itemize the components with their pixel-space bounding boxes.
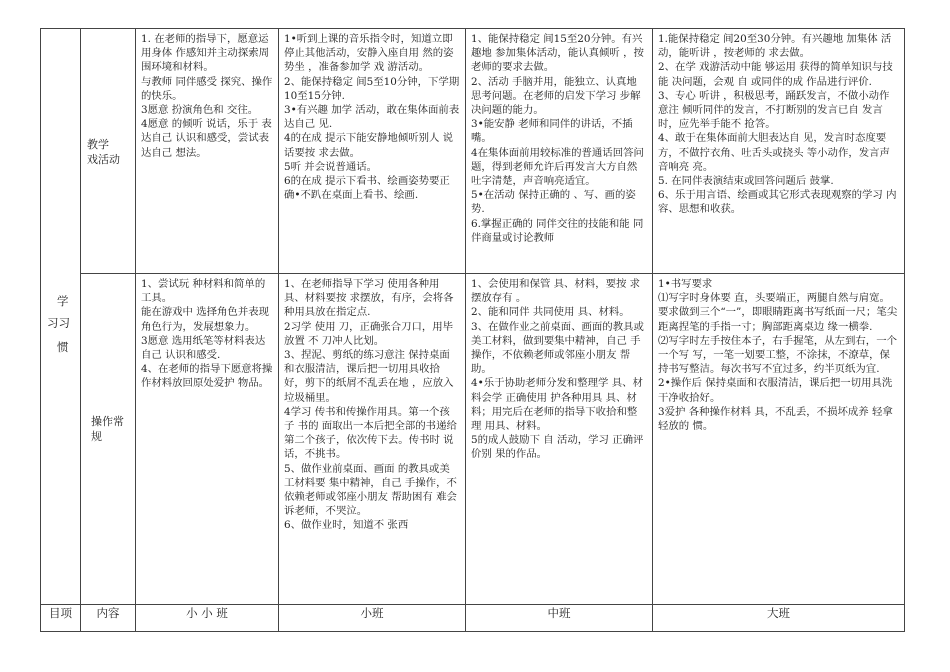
xiaoxiao-cell bbox=[136, 274, 279, 605]
list-item: 1•听到上课的音乐指令时，知道立即停止其他活动，安静入座自用 然的姿势坐 ，准备参加学 戏 游活动。 bbox=[284, 33, 454, 74]
list-item: 2、能保持稳定 间5至10分钟，下学期10至15分钟. bbox=[284, 75, 460, 102]
list-item: 4•乐于协助老师分发和整理学 具、材料会学 正确使用 护各种用具 具、材料；用完后在老师的指导下收拾和整理 用具、材料。 bbox=[471, 377, 643, 433]
list-item: 2习学 使用 刀，正确张合刀口，用毕放置 不 刀冲人比划。 bbox=[284, 320, 454, 347]
row-name: 教学 戏活动 bbox=[87, 138, 120, 166]
list-item: 3、专心 听讲 ，积极思考，踊跃发言，不做小动作意注 倾听同伴的发言，不打断别的发言已自 发言时，应先举手能不 抢答。 bbox=[658, 89, 890, 131]
list-item: 4学习 传书和传操作用具。第一个孩子 书的 面取出一本后把全部的书递给第二个孩子，依次传下去。传书时 说话，不挑书。 bbox=[284, 405, 457, 461]
table-row bbox=[41, 29, 905, 274]
row-name-cell bbox=[81, 274, 136, 605]
side-label-2: 习习 bbox=[47, 316, 70, 330]
row-name: 操作常 规 bbox=[91, 415, 124, 443]
list-item: 3愿意 选用纸笔等材料表达自己 认识和感受. bbox=[141, 334, 266, 362]
da-cell bbox=[653, 29, 905, 274]
curriculum-table bbox=[40, 28, 905, 632]
header-content: 内容 bbox=[81, 605, 136, 632]
list-item: 6、做作业时，知道不 张西 bbox=[284, 519, 409, 532]
list-item: ⑴写字时身体要 直，头要端正，两腿自然与肩宽。要求做到三个“一”，即眼睛距离书写纸面一尺；笔尖距离捏笔的手指一寸；胸部距离桌边 缘一横拳. bbox=[658, 292, 898, 333]
list-item: 3爱护 各种操作材料 具，不乱丢，不损坏成养 轻拿轻放的 惯。 bbox=[658, 405, 893, 433]
list-item: 6、乐于用言语、绘画或其它形式表现观察的学习 内容、思想和收获。 bbox=[658, 189, 897, 216]
category-cell bbox=[41, 29, 81, 605]
list-item: 4、在老师的指导下愿意将操作材料放回原处爱护 物品。 bbox=[141, 363, 273, 390]
list-item: 2•操作后 保持桌面和衣服清洁，课后把一切用具洗干净收拾好。 bbox=[658, 377, 893, 404]
zhong-cell bbox=[466, 274, 653, 605]
list-item: 2、在学 戏游活动中能 够运用 获得的简单知识与技能 决问题，会观 自 或同伴的成 作品进行评价. bbox=[658, 61, 893, 88]
list-item: 1. 在老师的指导下，愿意运用身体 作感知并主动探索周围环境和材料。 bbox=[141, 33, 269, 74]
list-item: 4的在成 提示下能安静地倾听别人 说话要按 求去做。 bbox=[284, 132, 454, 159]
da-cell bbox=[653, 274, 905, 605]
table-row bbox=[41, 274, 905, 605]
list-item: 5的成人鼓励下 自 活动，学习 正确评价别 果的作品。 bbox=[471, 434, 644, 461]
list-item: 3•有兴趣 加学 活动，敢在集体面前表达自己 见. bbox=[284, 104, 460, 131]
header-xiaoxiao: 小 小 班 bbox=[136, 605, 279, 632]
list-item: 4在集体面前用较标准的普通话回答问题，得到老师允许后再发言大方自然 吐字清楚，声音响亮适宜。 bbox=[471, 146, 644, 188]
xiao-cell bbox=[279, 274, 466, 605]
list-item: 5•在活动 保持正确的 、写、画的姿势. bbox=[471, 189, 636, 216]
zhong-cell bbox=[466, 29, 653, 274]
list-item: 4愿意 的倾听 说话，乐于 表达自己 认识和感受，尝试表达自己 想法。 bbox=[141, 118, 272, 159]
list-item: 能在游戏中 选择角色并表现角色行为，发展想象力。 bbox=[141, 306, 269, 333]
xiaoxiao-cell bbox=[136, 29, 279, 274]
side-label-3: 惯 bbox=[57, 340, 69, 354]
header-da: 大班 bbox=[653, 605, 905, 632]
list-item: 2、活动 手脑并用，能独立、认真地思考问题。在老师的启发下学习 步解决问题的能力。 bbox=[471, 75, 641, 117]
list-item: 与教师 同伴感受 探究、操作的快乐。 bbox=[141, 75, 273, 102]
list-item: 1•书写要求 bbox=[658, 278, 713, 290]
list-item: 4、敢于在集体面前大胆表达自 见，发言时态度要 方，不做拧衣角、吐舌头或挠头 等小动作，发言声音响亮 亮。 bbox=[658, 132, 890, 173]
list-item: 5. 在同伴表演结束或回答问题后 鼓掌. bbox=[658, 175, 834, 188]
header-item: 目项 bbox=[41, 605, 81, 632]
list-item: 1、会使用和保管 具、材料，要按 求摆放存有 。 bbox=[471, 278, 641, 305]
header-row bbox=[41, 605, 905, 632]
list-item: 5听 并会说普通话。 bbox=[284, 160, 378, 173]
list-item: 3愿意 扮演角色和 交往。 bbox=[141, 104, 259, 117]
list-item: 1.能保持稳定 间20至30分钟。有兴趣地 加集体 活动，能听讲 ，按老师的 求去做。 bbox=[658, 33, 892, 60]
list-item: 1、能保持稳定 间15至20分钟。有兴趣地 参加集体活动，能认真倾听 ，按老师的要求去做。 bbox=[471, 33, 644, 74]
list-item: 6的在成 提示下看书、绘画姿势要正确•不趴在桌面上看书、绘画. bbox=[284, 175, 450, 202]
xiao-cell bbox=[279, 29, 466, 274]
list-item: 1、在老师指导下学习 使用各种用具、材料要按 求摆放，有序，会将各种用具放在指定点. bbox=[284, 278, 454, 319]
header-xiao: 小班 bbox=[279, 605, 466, 632]
list-item: ⑵写字时左手按住本子，右手握笔，从左到右，一个一个写 写，一笔一划要工整，不涂抹，不潦草，保持书写整洁。每次书写不宜过多，约半页纸为宜. bbox=[658, 334, 897, 376]
row-name-cell bbox=[81, 29, 136, 274]
list-item: 3•能安静 老师和同伴的讲话，不插嘴。 bbox=[471, 118, 633, 145]
side-label-1: 学 bbox=[57, 294, 69, 308]
header-zhong: 中班 bbox=[466, 605, 653, 632]
list-item: 6.掌握正确的 同伴交往的技能和能 同伴商量或讨论教师 bbox=[471, 217, 644, 244]
list-item: 3、在做作业之前桌面、画面的教具或美工材料，做到要集中精神，自己 手操作，不依赖老师或邻座小朋友 帮助。 bbox=[471, 320, 644, 376]
list-item: 3、捏泥、剪纸的练习意注 保持桌面和衣服清洁，课后把一切用具收拾好，剪下的纸屑不乱丢在地 ，应放入垃圾桶里。 bbox=[284, 349, 454, 404]
list-item: 1、尝试玩 种材料和简单的工具。 bbox=[141, 278, 266, 305]
list-item: 2、能和同伴 共同使用 具、材料。 bbox=[471, 306, 630, 319]
list-item: 5、做作业前桌面、画面 的教具或美工材料要 集中精神，自己 手操作，不依赖老师或邻座小朋友 帮助困有 难会 诉老师，不哭泣。 bbox=[284, 462, 457, 518]
